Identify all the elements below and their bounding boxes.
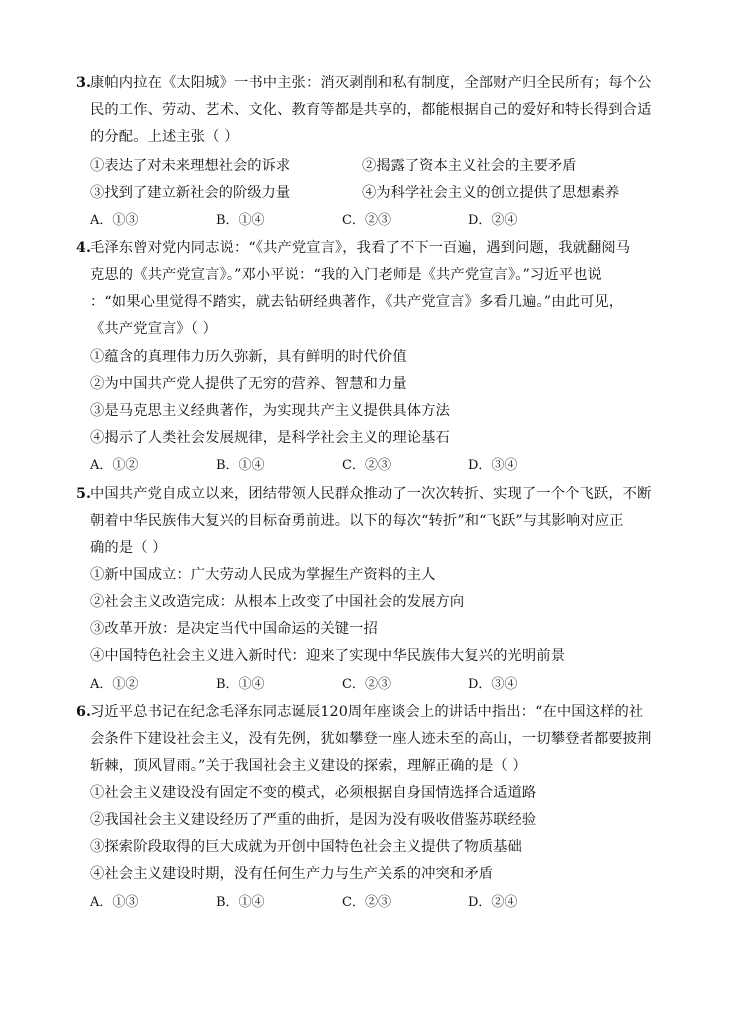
answer-d: D．③④ [468, 458, 518, 473]
question-stem-line: ：“如果心里觉得不踏实，就去钻研经典著作，《共产党宣言》多看几遍。”由此可见， [90, 294, 624, 310]
question-number: 3. [76, 75, 92, 91]
answer-b: B．①④ [216, 458, 265, 473]
answer-a: A．①③ [90, 895, 139, 910]
option-1: ①社会主义建设没有固定不变的模式，必须根据自身国情选择合适道路 [90, 785, 537, 801]
question-stem-line: 朝着中华民族伟大复兴的目标奋勇前进。以下的每次“转折”和“飞跃”与其影响对应正 [90, 513, 624, 529]
question-stem-line: 中国共产党自成立以来，团结带领人民群众推动了一次次转折、实现了一个个飞跃，不断 [90, 486, 652, 502]
option-3: ③是马克思主义经典著作，为实现共产主义提供具体方法 [90, 403, 450, 419]
question-stem-line: 《共产党宣言》（ ） [90, 321, 218, 337]
option-3: ③找到了建立新社会的阶级力量 [90, 185, 291, 201]
answer-d: D．②④ [468, 213, 518, 228]
answer-d: D．③④ [468, 677, 518, 692]
option-2: ②揭露了资本主义社会的主要矛盾 [362, 158, 577, 174]
option-1: ①蕴含的真理伟力历久弥新，具有鲜明的时代价值 [90, 349, 407, 365]
option-3: ③改革开放：是决定当代中国命运的关键一招 [90, 621, 378, 637]
question-stem-line: 克思的《共产党宣言》。”邓小平说：“我的入门老师是《共产党宣言》。”习近平也说 [90, 267, 602, 283]
answer-a: A．①③ [90, 213, 139, 228]
answer-b: B．①④ [216, 677, 265, 692]
answer-a: A．①② [90, 458, 139, 473]
answer-choices [90, 676, 690, 694]
answer-b: B．①④ [216, 213, 265, 228]
question-stem-line: 康帕内拉在《太阳城》一书中主张：消灭剥削和私有制度，全部财产归全民所有；每个公 [90, 75, 652, 91]
answer-choices [90, 212, 690, 230]
option-1: ①表达了对未来理想社会的诉求 [90, 158, 291, 174]
question-stem-line: 斩棘，顶风冒雨。”关于我国社会主义建设的探索，理解正确的是（ ） [90, 758, 527, 774]
answer-choices [90, 457, 690, 475]
answer-c: C．②③ [342, 213, 391, 228]
question-stem-line: 会条件下建设社会主义，没有先例，犹如攀登一座人迹未至的高山，一切攀登者都要披荆 [90, 731, 652, 747]
answer-b: B．①④ [216, 895, 265, 910]
option-row [90, 157, 730, 175]
question-stem-line: 习近平总书记在纪念毛泽东同志诞辰120周年座谈会上的讲话中指出：“在中国这样的社 [90, 704, 644, 720]
answer-choices [90, 894, 690, 912]
answer-c: C．②③ [342, 895, 391, 910]
answer-c: C．②③ [342, 458, 391, 473]
question-stem-line: 毛泽东曾对党内同志说：“《共产党宣言》，我看了不下一百遍，遇到问题，我就翻阅马 [90, 240, 631, 256]
answer-d: D．②④ [468, 895, 518, 910]
option-2: ②社会主义改造完成：从根本上改变了中国社会的发展方向 [90, 594, 465, 610]
option-4: ④揭示了人类社会发展规律，是科学社会主义的理论基石 [90, 430, 450, 446]
question-stem-line: 确的是（ ） [90, 540, 167, 556]
answer-c: C．②③ [342, 677, 391, 692]
question-number: 6. [76, 704, 92, 720]
question-number: 5. [76, 486, 92, 502]
option-row [90, 184, 730, 202]
question-number: 4. [76, 240, 92, 256]
option-4: ④中国特色社会主义进入新时代：迎来了实现中华民族伟大复兴的光明前景 [90, 648, 566, 664]
option-4: ④社会主义建设时期，没有任何生产力与生产关系的冲突和矛盾 [90, 866, 494, 882]
question-stem-line: 民的工作、劳动、艺术、文化、教育等都是共享的，都能根据自己的爱好和特长得到合适 [90, 102, 652, 118]
answer-a: A．①② [90, 677, 139, 692]
question-stem-line: 的分配。上述主张（ ） [90, 129, 239, 145]
option-2: ②我国社会主义建设经历了严重的曲折，是因为没有吸收借鉴苏联经验 [90, 812, 537, 828]
option-1: ①新中国成立：广大劳动人民成为掌握生产资料的主人 [90, 567, 436, 583]
option-2: ②为中国共产党人提供了无穷的营养、智慧和力量 [90, 376, 407, 392]
option-4: ④为科学社会主义的创立提供了思想素养 [362, 185, 620, 201]
option-3: ③探索阶段取得的巨大成就为开创中国特色社会主义提供了物质基础 [90, 839, 522, 855]
